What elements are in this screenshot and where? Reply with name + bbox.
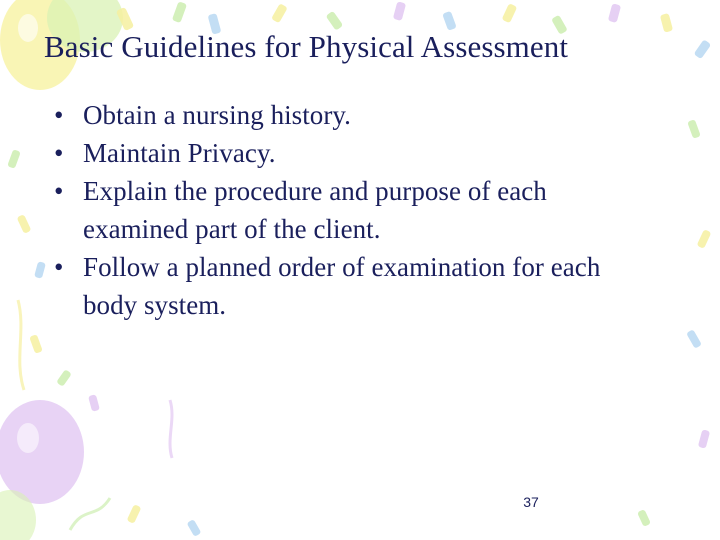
- bullet-text: Follow a planned order of examination for each body system.: [83, 252, 601, 320]
- bullet-item: [54, 96, 654, 134]
- bullet-item: [54, 248, 654, 324]
- bullet-icon: •: [54, 100, 64, 130]
- bullet-icon: •: [54, 252, 64, 282]
- bullet-text: Obtain a nursing history.: [83, 100, 351, 130]
- bullet-icon: •: [54, 176, 64, 206]
- slide-title: Basic Guidelines for Physical Assessment: [44, 29, 569, 64]
- bullet-list: [54, 96, 654, 324]
- bullet-text: Explain the procedure and purpose of each examined part of the client.: [83, 176, 547, 244]
- bullet-icon: •: [54, 138, 64, 168]
- bullet-item: [54, 134, 654, 172]
- bullet-item: [54, 172, 654, 248]
- balloon-icon: [0, 400, 84, 504]
- page-number: 37: [523, 494, 539, 510]
- bullet-text: Maintain Privacy.: [83, 138, 276, 168]
